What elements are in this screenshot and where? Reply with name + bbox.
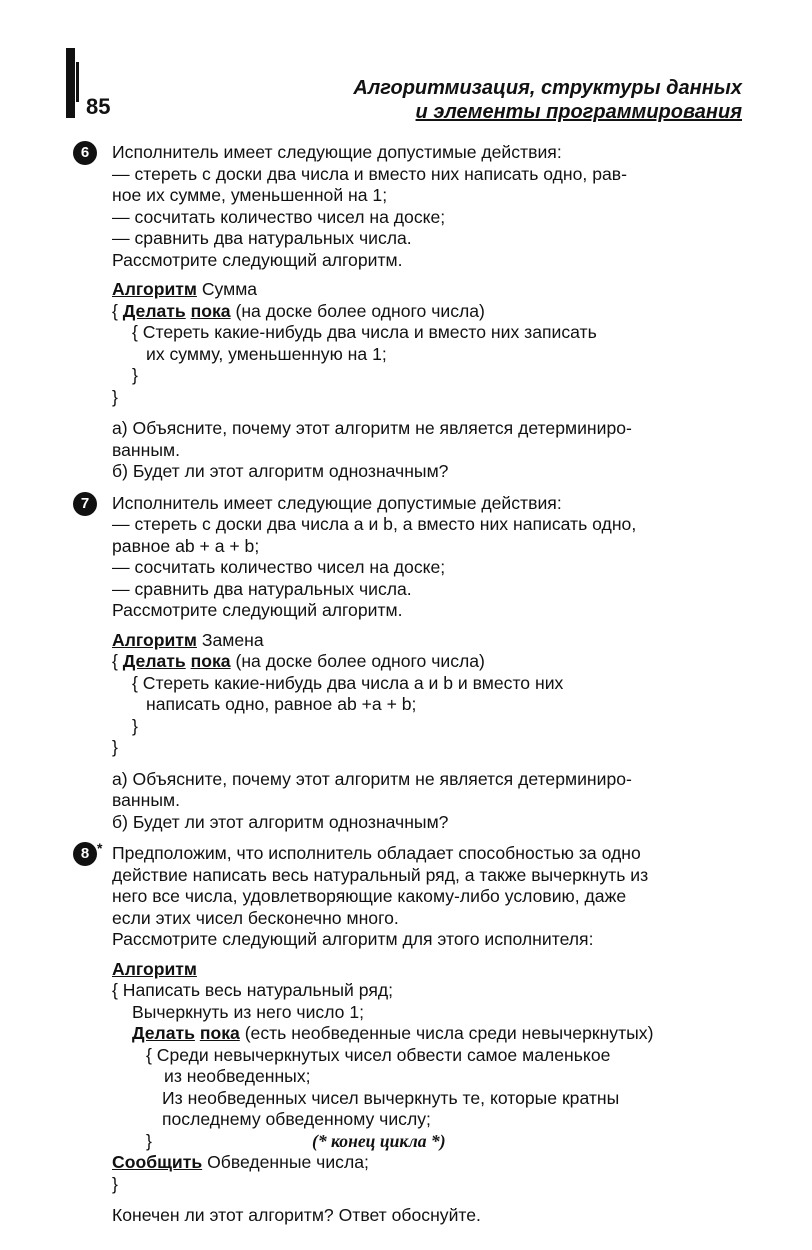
action-line: — стереть с доски два числа a и b, а вместо них написать одно, bbox=[112, 514, 637, 534]
final-question: Конечен ли этот алгоритм? Ответ обоснуйте. bbox=[112, 1205, 481, 1225]
task-intro: него все числа, удовлетворяющие какому-либо условию, даже bbox=[112, 886, 627, 906]
action-line: — сосчитать количество чисел на доске; bbox=[112, 557, 446, 577]
loop-end-comment: (* конец цикла *) bbox=[312, 1130, 446, 1151]
question-a: а) Объясните, почему этот алгоритм не является детерминиро- bbox=[112, 768, 632, 789]
action-line: ное их сумме, уменьшенной на 1; bbox=[112, 185, 388, 205]
action-line: равное ab + a + b; bbox=[112, 535, 260, 556]
code-line bbox=[112, 1023, 742, 1045]
running-header bbox=[353, 76, 742, 124]
task-number-badge: 7 bbox=[73, 492, 97, 516]
task-intro: Исполнитель имеет следующие допустимые действия: bbox=[112, 142, 562, 162]
algorithm-name: Сумма bbox=[201, 279, 258, 299]
question-a-cont: ванным. bbox=[112, 790, 180, 810]
do-keyword: Делать bbox=[132, 1023, 195, 1043]
header-title-line1: Алгоритмизация, структуры данных bbox=[353, 77, 742, 99]
while-keyword: пока bbox=[190, 300, 231, 321]
code-line: Из необведенных чисел вычеркнуть те, которые кратны bbox=[162, 1087, 620, 1108]
code-line: последнему обведенному числу; bbox=[162, 1109, 431, 1129]
code-line: { Среди невычеркнутых чисел обвести самое маленькое bbox=[146, 1044, 611, 1065]
code-line: } bbox=[132, 715, 138, 736]
task-intro: Исполнитель имеет следующие допустимые действия: bbox=[112, 492, 562, 513]
algorithm-heading bbox=[112, 630, 742, 652]
action-line: — сосчитать количество чисел на доске; bbox=[112, 206, 446, 227]
algorithm-keyword: Алгоритм bbox=[112, 279, 197, 299]
code-line: { Стереть какие-нибудь два числа a и b и вместо них bbox=[132, 672, 564, 693]
loop-condition: (есть необведенные числа среди невычеркнутых) bbox=[244, 1023, 654, 1043]
code-line: { Стереть какие-нибудь два числа и вместо них записать bbox=[132, 322, 597, 342]
action-line: — сравнить два натуральных числа. bbox=[112, 578, 412, 599]
algorithm-heading bbox=[112, 279, 742, 301]
action-line: — сравнить два натуральных числа. bbox=[112, 228, 412, 248]
task-intro: если этих чисел бесконечно много. bbox=[112, 907, 399, 928]
code-line: { Написать весь натуральный ряд; bbox=[112, 980, 394, 1000]
task-intro: действие написать весь натуральный ряд, а также вычеркнуть из bbox=[112, 864, 649, 885]
report-text: Обведенные числа; bbox=[207, 1152, 369, 1172]
report-keyword: Сообщить bbox=[112, 1152, 203, 1172]
code-line: } bbox=[132, 365, 138, 385]
algorithm-code bbox=[112, 301, 742, 409]
difficulty-star: * bbox=[97, 840, 103, 856]
code-line: } (* конец цикла *) bbox=[146, 1130, 446, 1151]
task-intro: Предположим, что исполнитель обладает способностью за одно bbox=[112, 843, 641, 863]
consider-text: Рассмотрите следующий алгоритм для этого исполнителя: bbox=[112, 929, 594, 949]
code-line: } bbox=[112, 737, 118, 757]
page-number: 85 bbox=[86, 94, 111, 119]
consider-text: Рассмотрите следующий алгоритм. bbox=[112, 600, 403, 620]
algorithm-name: Замена bbox=[201, 629, 264, 650]
header-title-line2: и элементы программирования bbox=[415, 101, 742, 123]
algorithm-heading bbox=[112, 959, 742, 981]
do-keyword: Делать bbox=[122, 300, 186, 321]
action-line: — стереть с доски два числа и вместо них написать одно, рав- bbox=[112, 163, 627, 184]
code-line: Вычеркнуть из него число 1; bbox=[132, 1001, 365, 1022]
code-line: их сумму, уменьшенную на 1; bbox=[146, 343, 387, 364]
algorithm-code bbox=[112, 651, 742, 759]
page-edge-marker bbox=[66, 48, 75, 118]
consider-text: Рассмотрите следующий алгоритм. bbox=[112, 249, 403, 270]
question-b: б) Будет ли этот алгоритм однозначным? bbox=[112, 461, 449, 481]
code-line: { Делать пока (на доске более одного числа) bbox=[112, 651, 485, 671]
question-b: б) Будет ли этот алгоритм однозначным? bbox=[112, 811, 449, 832]
algorithm-keyword: Алгоритм bbox=[112, 629, 197, 650]
page-content bbox=[80, 142, 742, 1227]
question-a-cont: ванным. bbox=[112, 439, 180, 460]
while-keyword: пока bbox=[199, 1023, 240, 1043]
do-keyword: Делать bbox=[122, 651, 186, 671]
loop-condition: (на доске более одного числа) bbox=[235, 300, 485, 321]
task-8 bbox=[80, 840, 742, 1227]
while-keyword: пока bbox=[190, 651, 231, 671]
code-line: написать одно, равное ab +a + b; bbox=[146, 694, 417, 714]
code-line: } bbox=[112, 386, 118, 407]
algorithm-keyword: Алгоритм bbox=[112, 958, 197, 979]
task-7 bbox=[80, 492, 742, 834]
algorithm-code bbox=[112, 980, 742, 1195]
task-number-badge: 6 bbox=[73, 141, 97, 165]
question-a: а) Объясните, почему этот алгоритм не является детерминиро- bbox=[112, 418, 632, 438]
code-line bbox=[112, 1152, 742, 1174]
code-line: { Делать пока (на доске более одного числа) bbox=[112, 300, 485, 321]
code-line: } bbox=[112, 1173, 118, 1194]
task-6 bbox=[80, 142, 742, 483]
task-number-badge: 8 * bbox=[73, 842, 97, 866]
code-line: из необведенных; bbox=[164, 1066, 311, 1086]
loop-condition: (на доске более одного числа) bbox=[235, 651, 485, 671]
